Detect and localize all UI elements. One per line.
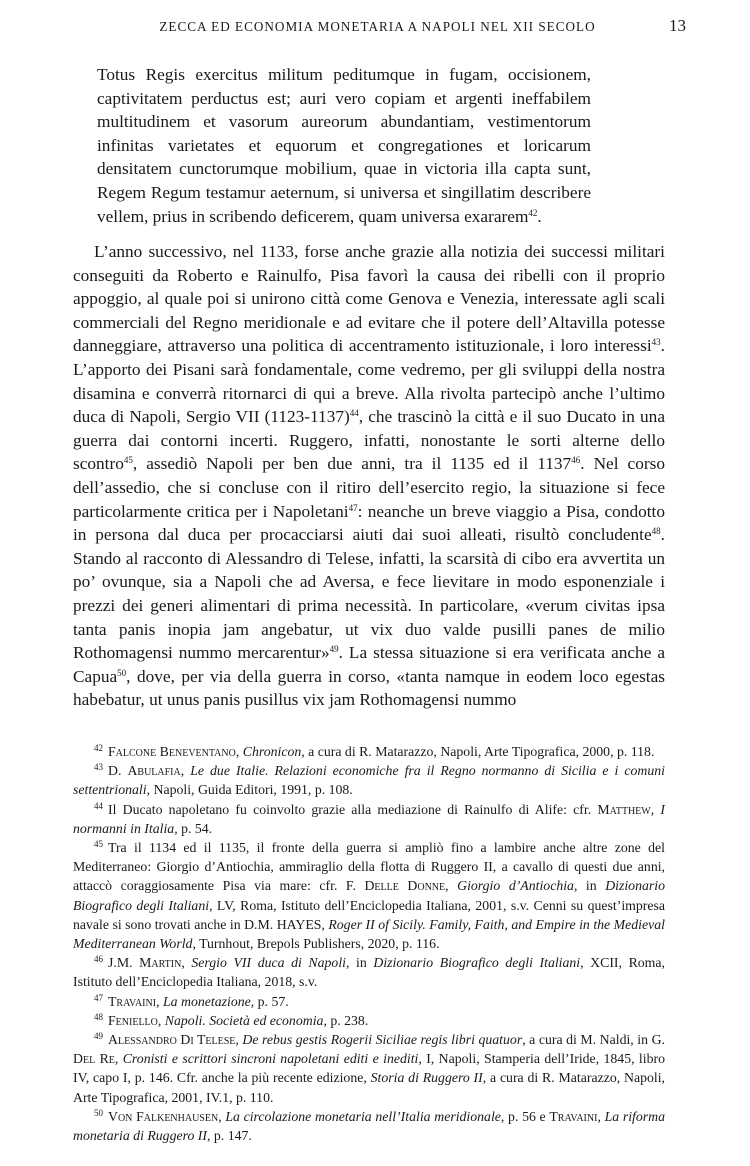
footnote-text: , Turnhout, Brepols Publishers, 2020, p. 116.	[192, 936, 440, 952]
footnote-ref[interactable]: 43	[651, 337, 661, 348]
body-text-segment: . La stessa situazione si era verificata anche a Capua	[73, 643, 665, 686]
footnote-42	[73, 742, 665, 761]
footnote-text: ,	[156, 993, 163, 1009]
author-name: Von Falkenhausen	[108, 1108, 219, 1124]
footnote-48	[73, 1011, 665, 1030]
body-paragraph	[73, 240, 665, 712]
footnote-ref[interactable]: 47	[348, 502, 358, 513]
footnotes-section	[73, 742, 665, 1145]
footnote-text: , a cura di R. Matarazzo, Napoli, Arte Tipografica, 2001, IV.1, p. 110.	[73, 1070, 665, 1105]
author-name: Martin	[139, 955, 182, 971]
footnote-text: J.M.	[108, 955, 140, 971]
work-title: Chronicon	[242, 744, 302, 759]
footnote-text: ,	[181, 955, 192, 971]
footnote-number: 49	[94, 1031, 103, 1042]
footnote-text: ,	[114, 1051, 123, 1067]
author-name: Travaini	[108, 993, 157, 1009]
footnote-text: ,	[235, 744, 243, 759]
work-title: I normanni in Italia	[73, 801, 665, 836]
work-title: Cronisti e scrittori sincroni napoletani editi e inediti	[122, 1051, 419, 1067]
work-title: La circolazione monetaria nell’Italia meridionale	[225, 1108, 501, 1124]
footnote-45	[73, 838, 665, 953]
body-text-segment: , che trascinò la città e il suo Ducato in una guerra dai contorni incerti. Ruggero, infatti, nonostante le sorti alterne dello scontro	[73, 407, 665, 474]
footnote-44	[73, 800, 665, 838]
footnote-number: 45	[94, 839, 103, 850]
body-text-segment: , dove, per via della guerra in corso, «tanta namque in eodem loco egestas habebatur, ut unus panis pusillus vix jam Rothomagensi nummo	[73, 666, 665, 710]
work-title: Dizionario Biografico degli Italiani	[373, 955, 581, 971]
footnote-text: D.	[108, 763, 128, 779]
footnote-text: ,	[180, 763, 191, 779]
footnote-text: , a cura di M. Naldi, in G.	[522, 1032, 665, 1048]
work-title: La riforma monetaria di Ruggero II	[73, 1108, 665, 1144]
body-text-segment: L’anno successivo, nel 1133, forse anche grazie alla notizia dei successi militari conseguiti da Roberto e Rainulfo, Pisa favorì la causa dei ribelli con il proprio appoggio, al quale poi si unirono città come Genova e Venezia, interessate agli scali commerciali del Regno meridionale e ad evitare che il potere dell’Altavilla potesse danneggiare, attraverso una politica di accentramento istituzionale, i loro interessi	[73, 242, 665, 356]
work-title: De rebus gestis Rogerii Siciliae regis libri quatuor	[242, 1032, 523, 1048]
work-title: Roger II of Sicily. Family, Faith, and Empire in the Medieval Mediterranean World	[73, 916, 665, 952]
body-text-segment: : neanche un breve viaggio a Pisa, condotto in persona dal duca per procacciarsi aiuti dai suoi alleati, risultò concludente	[73, 501, 665, 545]
footnote-text: , I, Napoli, Stamperia dell’Iride, 1845, libro IV, capo I, p. 146. Cfr. anche la più recente edizione,	[73, 1051, 665, 1086]
footnote-43	[73, 761, 665, 799]
footnote-49	[73, 1030, 665, 1107]
main-paragraph	[73, 240, 665, 712]
author-name: Abulafia	[127, 763, 181, 779]
footnote-50	[73, 1107, 665, 1145]
body-text-segment: . L’apporto dei Pisani sarà fondamentale, come vedremo, per gli sviluppi della nostra disamina e converrà ritornarci di qui a breve. Alla rivolta partecipò anche l’ultimo duca di Napoli, Sergio VII (1123-1137)	[73, 336, 665, 427]
footnote-number: 44	[94, 800, 103, 811]
footnote-text: ,	[235, 1032, 243, 1048]
footnote-text: , p. 54.	[174, 820, 213, 836]
footnote-ref[interactable]: 49	[329, 644, 339, 655]
body-text-segment: . Stando al racconto di Alessandro di Telese, infatti, la scarsità di cibo era avvertita un po’ ovunque, sia a Napoli che ad Aversa, e fece lievitare in modo esponenziale i prezzi dei generi alimentari di prima necessità. In particolare, «verum civitas ipsa tanta panis inopia jam angebatur, ut vix duo valde pusilli panes de milio Rothomagensi nummo mercarentur»	[73, 525, 665, 663]
author-name: Alessandro Di Telese	[108, 1032, 236, 1048]
footnote-text: , XCII, Roma, Istituto dell’Enciclopedia Italiana, 2018, s.v.	[73, 955, 665, 990]
footnote-text: , in	[573, 878, 606, 894]
footnote-text: ,	[445, 878, 458, 894]
footnote-ref[interactable]: 45	[123, 455, 133, 466]
work-title: Le due Italie. Relazioni economiche fra il Regno normanno di Sicilia e i comuni settentrionali	[73, 763, 665, 798]
quote-paragraph: Totus Regis exercitus militum peditumque in fugam, occisionem, captivitatem perductus est; auri vero copiam et argenti ineffabilem multitudinem et vasorum aureorum abundantiam, vestimentorum infinitas varietates et equorum et congregationes et loricarum densitatem cunctorumque mobilium, quae in victoria illa capta sunt, Regem Regum testamur aeternum, si universa et singillatim describere vellem, prius in scribendo deficerem, quam universa exararem$^{42}$.	[97, 65, 591, 226]
footnote-ref[interactable]: 44	[349, 408, 359, 419]
footnote-46	[73, 953, 665, 991]
footnote-number: 48	[94, 1011, 103, 1022]
latin-block-quote	[97, 63, 591, 228]
work-title: Dizionario Biografico degli Italiani	[73, 878, 665, 913]
footnote-number: 46	[94, 954, 103, 965]
work-title: Sergio VII duca di Napoli	[191, 955, 346, 971]
author-name: Matthew	[597, 801, 651, 817]
footnote-47	[73, 992, 665, 1011]
footnote-ref[interactable]: 46	[571, 455, 581, 466]
body-text-segment: , assediò Napoli per ben due anni, tra il 1135 ed il 1137	[132, 454, 572, 474]
footnote-text: ,	[157, 1012, 165, 1028]
work-title: La monetazione	[162, 993, 251, 1009]
footnote-text: Il Ducato napoletano fu coinvolto grazie alla mediazione di Rainulfo di Alife: cfr.	[108, 801, 598, 817]
author-name: Del Re	[73, 1051, 115, 1067]
quote-text: Totus Regis exercitus militum peditumque in fugam, occisionem, captivitatem perductus est; auri vero copiam et argenti ineffabilem multitudinem et vasorum aureorum abundantiam, vestimentorum infinitas varietates et equorum et congregationes et loricarum densitatem cunctorumque mobilium, quae in victoria illa capta sunt, Regem Regum testamur aeternum, si universa et singillatim describere vellem, prius in scribendo deficerem, quam universa exararem	[97, 65, 591, 226]
work-title: Storia di Ruggero II	[370, 1070, 483, 1086]
footnote-text: , in	[346, 955, 374, 971]
work-title: Giorgio d’Antiochia	[457, 878, 574, 894]
footnote-number: 42	[94, 743, 103, 753]
page-number: 13	[669, 16, 686, 35]
footnote-number: 47	[94, 992, 103, 1003]
footnote-text: , p. 57.	[250, 993, 289, 1009]
footnote-ref[interactable]: 50	[117, 667, 127, 678]
author-name: Travaini	[549, 1108, 598, 1124]
footnote-text: ,	[597, 1108, 605, 1124]
body-text-segment: . Nel corso dell’assedio, che si concluse con il ritiro dell’esercito regio, la situazione si fece particolarmente critica per i Napoletani	[73, 454, 665, 521]
footnote-text: , LV, Roma, Istituto dell’Enciclopedia Italiana, 2001, s.v. Cenni su quest’impresa navale si sono trovati anche in D.M. HAYES,	[73, 897, 665, 932]
footnote-text: , p. 56 e	[500, 1108, 550, 1124]
footnote-text: , a cura di R. Matarazzo, Napoli, Arte Tipografica, 2000, p. 118.	[301, 744, 655, 759]
footnote-text: Tra il 1134 ed il 1135, il fronte della guerra si ampliò fino a lambire anche altre zone del Mediterraneo: Giorgio d’Antiochia, ammiraglio della flotta di Ruggero II, a cavallo di questi due anni, attaccò coraggiosamente Pisa via mare: cfr. F.	[73, 840, 665, 894]
footnote-text: , p. 147.	[207, 1128, 252, 1144]
footnote-number: 50	[94, 1107, 103, 1118]
footnote-text: , p. 238.	[323, 1012, 369, 1028]
running-head: ZECCA ED ECONOMIA MONETARIA A NAPOLI NEL XII SECOLO	[159, 19, 596, 34]
footnote-text: , Napoli, Guida Editori, 1991, p. 108.	[146, 782, 353, 798]
footnote-ref[interactable]: 48	[651, 526, 661, 537]
footnote-text: ,	[650, 801, 661, 817]
footnote-number: 43	[94, 762, 103, 773]
work-title: Napoli. Società ed economia	[164, 1012, 324, 1028]
footnote-text: ,	[218, 1108, 226, 1124]
author-name: Delle Donne	[364, 878, 446, 894]
author-name: Feniello	[108, 1012, 158, 1028]
footnote-ref[interactable]: 42	[528, 207, 538, 218]
author-name: Falcone Beneventano	[108, 744, 236, 759]
